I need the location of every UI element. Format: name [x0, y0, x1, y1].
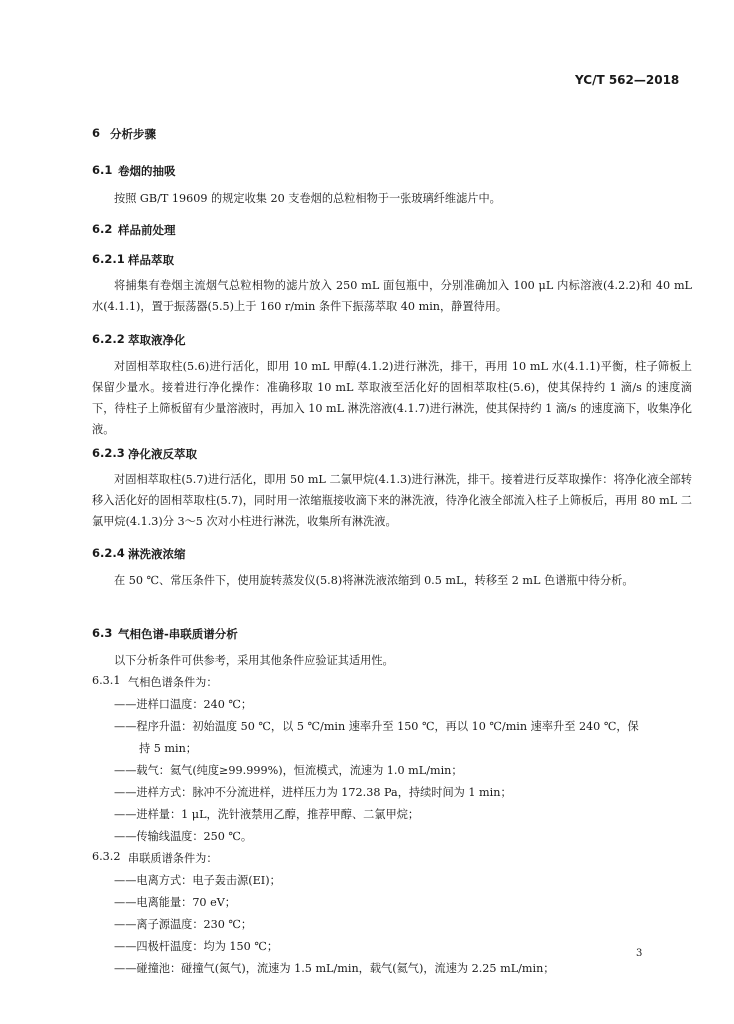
section-6-2-3-text: 对固相萃取柱(5.7)进行活化，即用 50 mL 二氯甲烷(4.1.3)进行淋洗，排干。接着进行反萃取操作：将净化液全部转移入活化好的固相萃取柱(5.7)，同时用一浓缩瓶接收滴下来的淋洗液，待净化液全部流入柱子上筛板后，再用 80 mL 二氯甲烷(4.1.3)分 3～5 次对小柱进行淋洗，收集所有淋洗液。 [92, 473, 692, 528]
gc-item: ——进样量：1 μL，洗针液禁用乙醇，推荐甲醇、二氯甲烷； [114, 808, 420, 821]
section-6-2-3-number: 6.2.3 [92, 446, 125, 460]
gc-item-continuation: 持 5 min； [139, 742, 197, 755]
ms-item: ——电离能量：70 eV； [114, 896, 236, 909]
page-number: 3 [636, 948, 643, 959]
section-6-2-2-number: 6.2.2 [92, 332, 125, 346]
ms-item: ——离子源温度：230 ℃； [114, 918, 253, 931]
ms-item: ——电离方式：电子轰击源(EI)； [114, 874, 281, 887]
section-6-3-1-title: 气相色谱条件为： [128, 676, 218, 689]
section-6-3-intro: 以下分析条件可供参考，采用其他条件应验证其适用性。 [114, 654, 394, 667]
gc-item: ——进样方式：脉冲不分流进样，进样压力为 172.38 Pa，持续时间为 1 min； [114, 786, 512, 799]
section-6-2-1-title: 样品萃取 [128, 253, 174, 267]
section-6-3-number: 6.3 [92, 626, 113, 640]
gc-item: ——进样口温度：240 ℃； [114, 698, 253, 711]
gc-item: ——程序升温：初始温度 50 ℃，以 5 ℃/min 速率升至 150 ℃，再以 10 ℃/min 速率升至 240 ℃，保 [114, 720, 639, 733]
section-6-2-title: 样品前处理 [118, 223, 176, 237]
section-6-2-2-title: 萃取液净化 [128, 333, 186, 347]
section-6-2-3-title: 净化液反萃取 [128, 447, 197, 461]
section-6-3-1-number: 6.3.1 [92, 674, 121, 687]
section-6-3-2-title: 串联质谱条件为： [128, 852, 218, 865]
standard-code: YC/T 562—2018 [575, 73, 680, 87]
ms-item: ——四极杆温度：均为 150 ℃； [114, 940, 279, 953]
ms-item: ——碰撞池：碰撞气(氮气)，流速为 1.5 mL/min，载气(氦气)，流速为 2.25 mL/min； [114, 962, 555, 975]
section-6-2-1-text: 将捕集有卷烟主流烟气总粒相物的滤片放入 250 mL 面包瓶中，分别准确加入 100 μL 内标溶液(4.2.2)和 40 mL 水(4.1.1)，置于振荡器(5.5)上于 160 r/min 条件下振荡萃取 40 min，静置待用。 [92, 279, 692, 313]
section-6-2-4-title: 淋洗液浓缩 [128, 547, 186, 561]
gc-item: ——传输线温度：250 ℃。 [114, 830, 253, 843]
section-6-1-title: 卷烟的抽吸 [118, 164, 176, 178]
section-6-3-title: 气相色谱-串联质谱分析 [118, 627, 238, 641]
section-6-1-text: 按照 GB/T 19609 的规定收集 20 支卷烟的总粒相物于一张玻璃纤维滤片中。 [114, 192, 501, 205]
section-6-title: 分析步骤 [110, 127, 156, 141]
gc-item: ——载气：氦气(纯度≥99.999%)，恒流模式，流速为 1.0 mL/min； [114, 764, 463, 777]
section-6-2-number: 6.2 [92, 222, 113, 236]
section-6-2-2-text: 对固相萃取柱(5.6)进行活化，即用 10 mL 甲醇(4.1.2)进行淋洗，排干，再用 10 mL 水(4.1.1)平衡，柱子筛板上保留少量水。接着进行净化操作：准确移取 10 mL 萃取液至活化好的固相萃取柱(5.6)，使其保持约 1 滴/s 的速度滴下，待柱子上筛板留有少量溶液时，再加入 10 mL 淋洗溶液(4.1.7)进行淋洗，使其保持约 1 滴/s 的速度滴下，收集净化液。 [92, 360, 692, 436]
section-6-3-2-number: 6.3.2 [92, 850, 121, 863]
section-6-2-4-text: 在 50 ℃、常压条件下，使用旋转蒸发仪(5.8)将淋洗液浓缩到 0.5 mL，转移至 2 mL 色谱瓶中待分析。 [114, 574, 634, 587]
section-6-1-number: 6.1 [92, 163, 113, 177]
section-6-2-4-number: 6.2.4 [92, 546, 125, 560]
section-6-number: 6 [92, 126, 101, 140]
section-6-2-1-number: 6.2.1 [92, 252, 125, 266]
